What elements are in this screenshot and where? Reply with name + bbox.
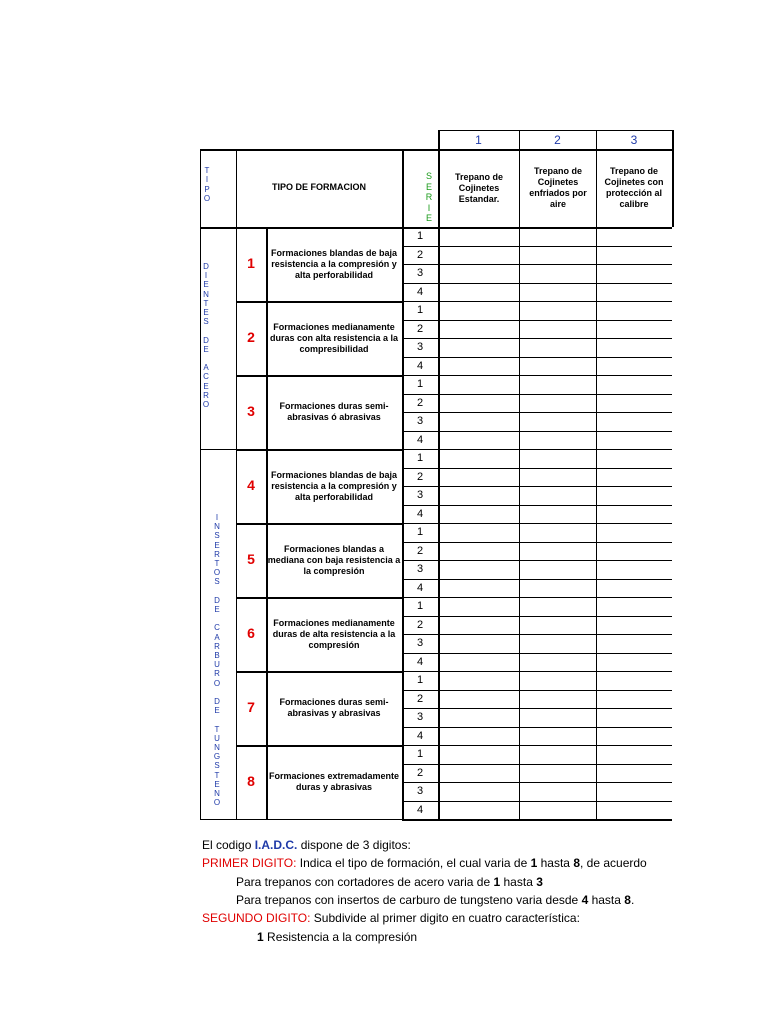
note-text: Para trepanos con insertos de carburo de tungsteno varia desde xyxy=(236,893,582,907)
group-letter: S xyxy=(203,317,209,327)
group-letter: E xyxy=(203,381,209,391)
group-letter: R xyxy=(214,669,220,679)
note-text: hasta xyxy=(500,875,537,889)
column-header-3: Trepano de Cojinetes con protección al calibre xyxy=(604,166,664,209)
column-number-3: 3 xyxy=(630,133,638,147)
grid-line xyxy=(402,301,672,302)
grid-line xyxy=(402,264,672,265)
serie-number: 2 xyxy=(416,618,424,631)
group-letter: T xyxy=(214,770,220,780)
grid-line xyxy=(402,634,672,635)
group-letter: N xyxy=(203,289,209,299)
column-number-1: 1 xyxy=(475,133,482,147)
grid-line xyxy=(402,523,672,524)
grid-line xyxy=(200,819,402,820)
grid-line xyxy=(402,745,672,746)
grid-line xyxy=(402,616,672,617)
grid-line xyxy=(402,782,672,783)
serie-letter: I xyxy=(427,202,431,213)
grid-line xyxy=(519,130,520,819)
grid-line xyxy=(236,597,402,599)
note-number: 1 xyxy=(257,930,264,944)
group-letter: E xyxy=(214,779,220,789)
serie-number: 1 xyxy=(416,748,424,760)
serie-header xyxy=(422,171,436,224)
grid-line xyxy=(402,320,672,321)
serie-number: 1 xyxy=(416,452,424,464)
formation-description: Formaciones duras semi-abrasivas y abrasivas xyxy=(279,697,389,718)
note-line-3 xyxy=(236,875,543,889)
note-line-4 xyxy=(236,893,634,907)
formation-description: Formaciones duras semi-abrasivas ó abrasivas xyxy=(279,401,389,422)
formation-description: Formaciones medianamente duras con alta resistencia a la compresibilidad xyxy=(269,321,399,354)
formation-code: 6 xyxy=(247,625,255,641)
grid-line xyxy=(402,690,672,691)
group-letter: N xyxy=(214,789,220,799)
grid-line xyxy=(236,745,402,747)
serie-number: 1 xyxy=(416,526,424,538)
serie-letter: E xyxy=(425,213,432,223)
grid-line xyxy=(200,149,672,151)
grid-line xyxy=(402,819,672,821)
note-text: hasta xyxy=(588,893,625,907)
note-line-2 xyxy=(202,856,647,870)
note-number: 1 xyxy=(530,856,538,870)
grid-line xyxy=(236,523,402,525)
grid-line xyxy=(402,283,672,284)
group-letter: E xyxy=(203,280,209,290)
serie-number: 4 xyxy=(416,359,424,372)
group-letter: A xyxy=(214,632,220,642)
note-line-6 xyxy=(257,930,417,944)
grid-line xyxy=(200,227,672,229)
group-letter: O xyxy=(213,678,221,688)
group-letter: G xyxy=(213,752,221,762)
serie-number: 4 xyxy=(416,729,424,742)
group-letter: O xyxy=(202,400,210,410)
formation-code: 5 xyxy=(247,551,255,567)
serie-number: 1 xyxy=(416,304,424,316)
column-header-1: Trepano de Cojinetes Estandar. xyxy=(454,171,503,204)
serie-number: 3 xyxy=(416,637,424,649)
group-letter: O xyxy=(213,798,221,808)
grid-line xyxy=(438,130,672,131)
grid-line xyxy=(438,130,440,819)
serie-number: 3 xyxy=(416,563,424,575)
serie-number: 3 xyxy=(416,415,424,427)
group-letter: S xyxy=(214,531,220,541)
group-letter: D xyxy=(214,595,220,605)
note-number: 3 xyxy=(536,875,543,889)
formation-description: Formaciones blandas de baja resistencia a la compresión y alta perforabilidad xyxy=(270,469,398,502)
serie-letter: S xyxy=(425,171,432,181)
serie-number: 2 xyxy=(416,396,424,409)
serie-number: 4 xyxy=(416,581,424,594)
serie-number: 4 xyxy=(416,285,424,298)
serie-number: 1 xyxy=(416,600,424,612)
grid-line xyxy=(402,708,672,709)
group-letter: R xyxy=(203,390,209,400)
note-number: 1 xyxy=(493,875,501,889)
serie-number: 1 xyxy=(416,674,424,686)
tipo-formacion-header: TIPO DE FORMACION xyxy=(272,182,366,192)
grid-line xyxy=(402,246,672,247)
group-letter: T xyxy=(214,559,220,569)
primer-digito-label: PRIMER DIGITO: xyxy=(202,856,297,870)
grid-line xyxy=(236,671,402,673)
group-letter xyxy=(216,688,218,697)
grid-line xyxy=(402,394,672,395)
serie-number: 3 xyxy=(416,711,424,723)
serie-number: 4 xyxy=(416,433,424,446)
group-letter: S xyxy=(214,577,220,587)
grid-line xyxy=(402,149,404,819)
grid-line xyxy=(402,412,672,413)
grid-line xyxy=(402,653,672,654)
note-line-1 xyxy=(202,838,411,852)
grid-line xyxy=(402,597,672,598)
note-text: Subdivide al primer digito en cuatro característica: xyxy=(310,911,580,925)
group-letter: I xyxy=(204,271,208,281)
grid-line xyxy=(402,505,672,506)
grid-line xyxy=(402,579,672,580)
note-text: . xyxy=(630,893,635,907)
note-text: hasta xyxy=(537,856,574,870)
note-text: Indica el tipo de formación, el cual varia de xyxy=(296,856,531,870)
grid-line xyxy=(402,764,672,765)
serie-number: 4 xyxy=(416,655,424,668)
group-letter: S xyxy=(214,761,220,771)
group-letter: R xyxy=(214,641,220,651)
formation-code: 3 xyxy=(247,403,255,419)
group-letter: U xyxy=(214,660,220,670)
group-letter: I xyxy=(215,513,219,522)
group-letter: D xyxy=(203,335,209,345)
column-number-2: 2 xyxy=(554,133,561,147)
grid-line xyxy=(236,449,402,451)
segundo-digito-label: SEGUNDO DIGITO: xyxy=(202,911,311,925)
serie-number: 2 xyxy=(416,322,424,335)
group-letter xyxy=(205,326,207,335)
group-letter: A xyxy=(203,363,209,373)
grid-line xyxy=(402,357,672,358)
serie-number: 2 xyxy=(416,692,424,705)
serie-number: 2 xyxy=(416,248,424,261)
group-letter: D xyxy=(203,262,209,271)
tipo-letter: T xyxy=(204,166,210,175)
group-letter: N xyxy=(214,522,220,532)
formation-code: 4 xyxy=(247,477,255,493)
grid-line xyxy=(236,149,237,227)
serie-number: 4 xyxy=(416,803,424,816)
serie-number: 3 xyxy=(416,267,424,279)
serie-number: 1 xyxy=(416,378,424,390)
serie-letter: R xyxy=(425,192,433,202)
serie-number: 3 xyxy=(416,341,424,353)
grid-line xyxy=(402,671,672,672)
tipo-letter: I xyxy=(205,175,209,185)
serie-number: 2 xyxy=(416,544,424,557)
serie-number: 1 xyxy=(416,230,424,242)
serie-letter: E xyxy=(425,181,432,192)
grid-line xyxy=(402,431,672,432)
group-letter: U xyxy=(214,733,220,743)
formation-code: 8 xyxy=(247,773,255,789)
grid-line xyxy=(402,801,672,802)
serie-number: 3 xyxy=(416,785,424,797)
group-letter: E xyxy=(214,605,220,615)
serie-number: 2 xyxy=(416,766,424,779)
group-letter: T xyxy=(203,298,209,308)
serie-number: 4 xyxy=(416,507,424,520)
formation-code: 1 xyxy=(247,255,255,271)
formation-description: Formaciones extremadamente duras y abrasivas xyxy=(268,771,400,792)
grid-line xyxy=(596,130,597,819)
formation-code: 2 xyxy=(247,329,255,345)
grid-line xyxy=(402,486,672,487)
note-number: 8 xyxy=(573,856,580,870)
grid-line xyxy=(402,375,672,376)
note-line-5 xyxy=(202,911,580,925)
grid-line xyxy=(236,375,402,377)
group-letter: N xyxy=(214,743,220,753)
grid-line xyxy=(402,560,672,561)
tipo-letter: P xyxy=(204,184,210,194)
group-letter xyxy=(216,614,218,623)
serie-number: 3 xyxy=(416,489,424,501)
serie-number: 2 xyxy=(416,470,424,483)
grid-line xyxy=(402,542,672,543)
grid-line xyxy=(402,449,672,450)
note-text: Resistencia a la compresión xyxy=(263,930,418,944)
grid-line xyxy=(236,301,402,303)
group-letter: R xyxy=(214,549,220,559)
group-letter: O xyxy=(213,568,221,578)
group-letter: E xyxy=(214,540,220,550)
note-number: 8 xyxy=(624,893,631,907)
group-letter: B xyxy=(214,651,220,661)
note-text: El codigo xyxy=(202,838,255,852)
formation-code: 7 xyxy=(247,699,255,715)
group-insertos-de-carburo-de-tungsteno xyxy=(210,513,224,808)
group-letter: C xyxy=(214,623,220,633)
grid-line xyxy=(402,727,672,728)
group-letter xyxy=(205,354,207,363)
group-letter xyxy=(216,587,218,596)
grid-line xyxy=(200,149,201,819)
group-dientes-de-acero xyxy=(199,262,213,409)
grid-line xyxy=(402,338,672,339)
iadc-label: I.A.D.C. xyxy=(254,838,298,852)
column-header-2: Trepano de Cojinetes enfriados por aire xyxy=(529,166,587,209)
note-text: , de acuerdo xyxy=(580,856,647,870)
group-letter: D xyxy=(214,697,220,707)
note-text: dispone de 3 digitos: xyxy=(297,838,411,852)
group-letter: C xyxy=(203,372,209,382)
group-letter: E xyxy=(203,344,209,354)
group-letter: E xyxy=(214,706,220,716)
group-letter xyxy=(216,715,218,724)
formation-description: Formaciones blandas de baja resistencia a la compresión y alta perforabilidad xyxy=(270,247,398,280)
grid-line xyxy=(402,468,672,469)
note-text: Para trepanos con cortadores de acero varia de xyxy=(236,875,494,889)
note-number: 4 xyxy=(581,893,589,907)
group-letter: T xyxy=(214,724,220,734)
formation-description: Formaciones blandas a mediana con baja resistencia a la compresión xyxy=(267,543,401,576)
formation-description: Formaciones medianamente duras de alta resistencia a la compresión xyxy=(272,617,396,650)
tipo-letter: O xyxy=(203,193,211,203)
grid-line xyxy=(672,130,674,227)
tipo-header xyxy=(200,166,214,203)
group-letter: E xyxy=(203,308,209,318)
